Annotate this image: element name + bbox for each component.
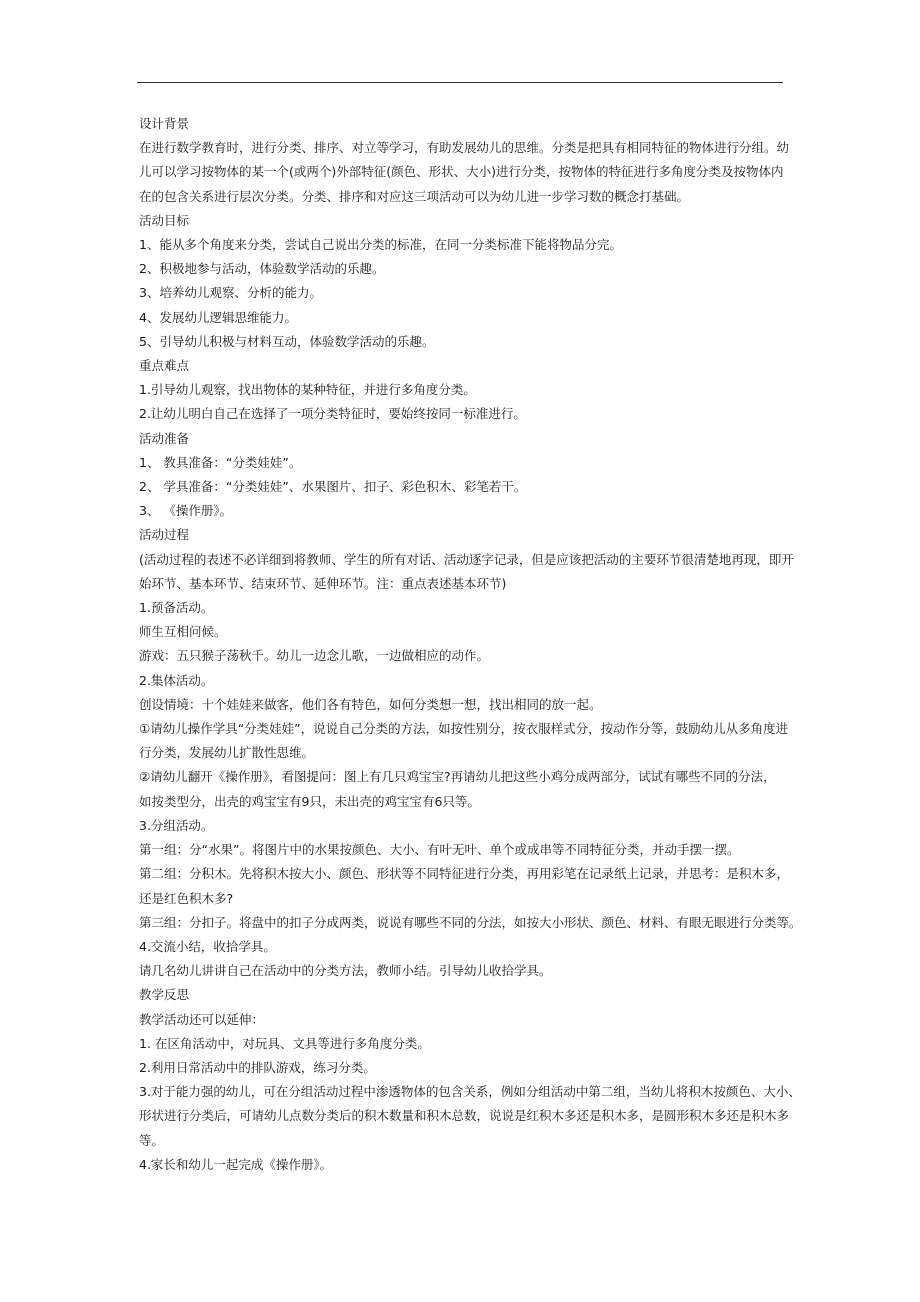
document-line: 4.家长和幼儿一起完成《操作册》。 [139, 1156, 333, 1172]
document-line: 3.对于能力强的幼儿，可在分组活动过程中渗透物体的包含关系，例如分组活动中第二组，当幼儿将积木按颜色、大小、 [139, 1084, 801, 1100]
document-line: 4.交流小结，收拾学具。 [139, 938, 276, 954]
document-line: 师生互相问候。 [139, 624, 227, 640]
document-line: ②请幼儿翻开《操作册》，看图提问：图上有几只鸡宝宝?再请幼儿把这些小鸡分成两部分，试试有哪些不同的分法， [139, 769, 776, 785]
document-line: 第二组：分积木。先将积木按大小、颜色、形状等不同特征进行分类，再用彩笔在记录纸上记录，并思考：是积木多， [139, 866, 790, 882]
document-line: 3、培养幼儿观察、分析的能力。 [139, 285, 322, 301]
document-line: ①请幼儿操作学具“分类娃娃”，说说自己分类的方法，如按性别分，按衣服样式分，按动作分等，鼓励幼儿从多角度进 [139, 721, 789, 737]
document-line: 创设情境：十个娃娃来做客，他们各有特色，如何分类想一想，找出相同的放一起。 [139, 696, 602, 712]
document-line: 2、 学具准备：“分类娃娃”、水果图片、扣子、彩色积木、彩笔若干。 [139, 479, 527, 495]
document-line: 游戏：五只猴子荡秋千。幼儿一边念儿歌，一边做相应的动作。 [139, 648, 490, 664]
document-line: 1. 在区角活动中，对玩具、文具等进行多角度分类。 [139, 1035, 430, 1051]
header-rule [137, 82, 783, 83]
document-line: 4、发展幼儿逻辑思维能力。 [139, 309, 297, 325]
document-line: 2、积极地参与活动，体验数学活动的乐趣。 [139, 261, 385, 277]
document-line: 儿可以学习按物体的某一个(或两个)外部特征(颜色、形状、大小)进行分类，按物体的特征进行多角度分类及按物体内 [139, 164, 784, 180]
document-line: 活动准备 [139, 430, 190, 446]
document-line: 1、能从多个角度来分类，尝试自己说出分类的标准，在同一分类标准下能将物品分完。 [139, 237, 622, 253]
document-line: 还是红色积木多? [139, 890, 234, 906]
document-line: 请几名幼儿讲讲自己在活动中的分类方法，教师小结。引导幼儿收拾学具。 [139, 963, 552, 979]
document-body [139, 112, 802, 1177]
document-line: 1.预备活动。 [139, 600, 214, 616]
document-line: 第三组：分扣子。将盘中的扣子分成两类，说说有哪些不同的分法，如按大小形状、颜色、材料、有眼无眼进行分类等。 [139, 914, 802, 930]
document-line: 在的包含关系进行层次分类。分类、排序和对应这三项活动可以为幼儿进一步学习数的概念打基础。 [139, 188, 690, 204]
document-line: 1.引导幼儿观察，找出物体的某种特征，并进行多角度分类。 [139, 382, 476, 398]
document-line: 教学活动还可以延伸： [139, 1011, 265, 1027]
document-line: 如按类型分，出壳的鸡宝宝有9只，未出壳的鸡宝宝有6只等。 [139, 793, 480, 809]
document-line: 2.利用日常活动中的排队游戏，练习分类。 [139, 1059, 376, 1075]
document-line: 形状进行分类后，可请幼儿点数分类后的积木数量和积木总数，说说是红积木多还是积木多，是圆形积木多还是积木多 [139, 1108, 790, 1124]
document-line: 活动目标 [139, 212, 190, 228]
document-line: 5、引导幼儿积极与材料互动，体验数学活动的乐趣。 [139, 333, 435, 349]
document-line: 1、 教具准备：“分类娃娃”。 [139, 454, 302, 470]
document-line: 第一组：分“水果”。将图片中的水果按颜色、大小、有叶无叶、单个或成串等不同特征分类，并动手摆一摆。 [139, 842, 740, 858]
document-line: 3、 《操作册》。 [139, 503, 233, 519]
document-line: 始环节、基本环节、结束环节、延伸环节。注：重点表述基本环节) [139, 575, 507, 591]
document-line: 设计背景 [139, 116, 190, 131]
document-line: (活动过程的表述不必详细到将教师、学生的所有对话、活动逐字记录，但是应该把活动的主要环节很清楚地再现，即开 [139, 551, 794, 567]
document-line: 重点难点 [139, 358, 190, 374]
document-line: 在进行数学教育时，进行分类、排序、对立等学习，有助发展幼儿的思维。分类是把具有相同特征的物体进行分组。幼 [139, 140, 790, 156]
document-line: 活动过程 [139, 527, 190, 543]
document-line: 等。 [139, 1132, 165, 1148]
document-line: 3.分组活动。 [139, 817, 214, 833]
document-line: 2.集体活动。 [139, 672, 214, 688]
document-line: 行分类，发展幼儿扩散性思维。 [139, 745, 315, 761]
document-line: 2.让幼儿明白自己在选择了一项分类特征时，要始终按同一标准进行。 [139, 406, 526, 422]
document-line: 教学反思 [139, 987, 190, 1003]
